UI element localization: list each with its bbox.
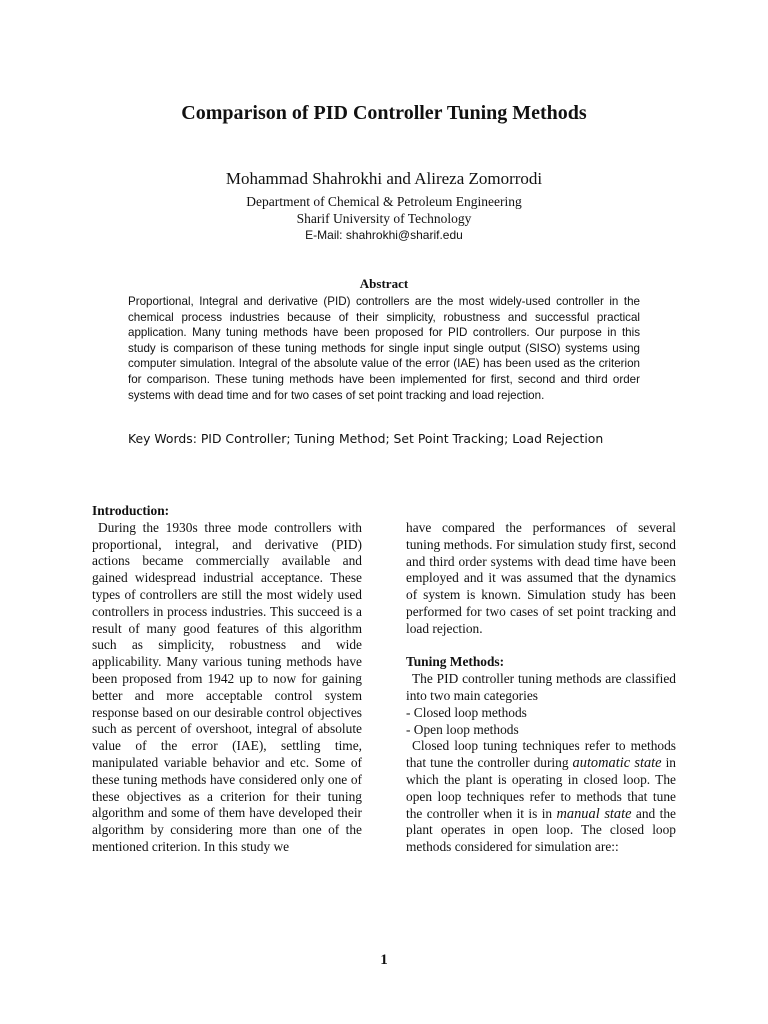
introduction-heading: Introduction: (92, 503, 170, 518)
affiliation (0, 194, 768, 244)
introduction-paragraph: During the 1930s three mode controllers with proportional, integral, and derivative (PID) actions became commercially available and gained widespread industrial acceptance. These types of controllers are still the most widely used controllers in process industries. This succeed is a result of many good features of this algorithm such as simplicity, robustness and wide applicability. Many various tuning methods have been proposed from 1942 up to now for gaining better and more acceptable control system response based on our desirable control objectives such as percent of overshoot, integral of absolute value of the error (IAE), settling time, manipulated variable behavior and etc. Some of these tuning methods have considered only one of these objectives as a criterion for their tuning algorithm and some of them have developed their algorithm by considering more than one of the mentioned criterion. In this study we (92, 519, 362, 854)
list-item-closed-loop: - Closed loop methods (406, 704, 527, 720)
term-automatic-state: automatic state (572, 755, 662, 772)
right-column (406, 520, 676, 856)
paragraph-text-part1: Closed loop tuning techniques refer to methods that tune the controller during (406, 738, 676, 771)
abstract-heading: Abstract (359, 276, 409, 291)
tuning-methods-heading: Tuning Methods: (406, 654, 505, 670)
department: Department of Chemical & Petroleum Engineering (246, 194, 522, 209)
paragraph-text-part3: and the plant operates in open loop. The closed loop methods considered for simulation are:: (406, 805, 676, 855)
tuning-methods-paragraph (406, 738, 676, 856)
email-label: E-Mail: (305, 228, 343, 242)
abstract-text: Proportional, Integral and derivative (PID) controllers are the most widely-used controller in the chemical process industries because of their simplicity, robustness and successful practical application. Many tuning methods have been proposed for PID controllers. Our purpose in this study is comparison of these tuning methods for single input single output (SISO) systems using computer simulation. Integral of the absolute value of the error (IAE) has been used as the criterion for comparison. These tuning methods have been implemented for first, second and third order systems with dead time and for two cases of set point tracking and load rejection. (128, 295, 640, 402)
university: Sharif University of Technology (296, 210, 472, 226)
page-number: 1 (380, 952, 388, 968)
left-column (92, 503, 362, 856)
tuning-methods-intro: The PID controller tuning methods are classified into two main categories (406, 671, 676, 703)
paragraph-text-part2: in which the plant is operating in closed loop. The open loop techniques refer to methods that tune the controller when it is in (406, 755, 676, 821)
list-item-open-loop: - Open loop methods (406, 721, 519, 737)
keywords: Key Words: PID Controller; Tuning Method; Set Point Tracking; Load Rejection (128, 431, 604, 446)
author-list: Mohammad Shahrokhi and Alireza Zomorrodi (225, 169, 543, 188)
paper-title: Comparison of PID Controller Tuning Methods (181, 102, 587, 124)
email-address: shahrokhi@sharif.edu (345, 228, 463, 242)
term-manual-state: manual state (556, 805, 632, 822)
email-line (0, 227, 768, 244)
introduction-continuation: have compared the performances of several tuning methods. For simulation study first, second and third order systems with dead time have been employed and it was assumed that the dynamics of system is known. Simulation study has been performed for two cases of set point tracking and load rejection. (406, 520, 676, 636)
section-spacer (406, 638, 676, 655)
